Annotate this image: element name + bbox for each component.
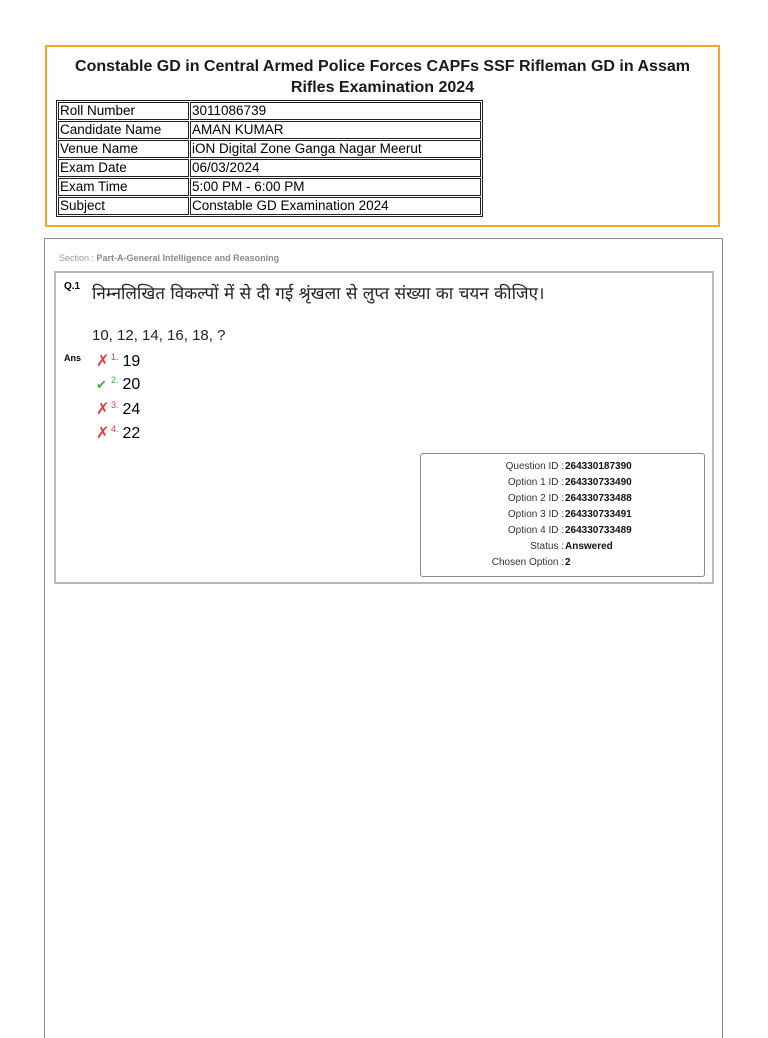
table-row <box>58 121 481 139</box>
meta-question-id <box>421 459 704 475</box>
question-series: 10, 12, 14, 16, 18, ? <box>92 327 226 344</box>
table-row <box>58 159 481 177</box>
section-prefix: Section : <box>59 253 97 263</box>
subject-value: Constable GD Examination 2024 <box>190 197 481 215</box>
meta-value: 264330733489 <box>565 525 632 536</box>
cross-icon: ✗ <box>96 425 110 442</box>
meta-option-1-id <box>421 475 704 491</box>
cross-icon: ✗ <box>96 353 110 370</box>
check-icon: ✔ <box>96 377 107 392</box>
table-row <box>58 102 481 120</box>
subject-label: Subject <box>58 197 189 215</box>
venue-name-label: Venue Name <box>58 140 189 158</box>
meta-status <box>421 539 704 555</box>
option-value: 24 <box>122 401 141 418</box>
roll-number-label: Roll Number <box>58 102 189 120</box>
candidate-name-value: AMAN KUMAR <box>190 121 481 139</box>
meta-value: 2 <box>565 557 571 568</box>
option-number: 4. <box>111 424 119 434</box>
question-metadata-box <box>420 453 705 577</box>
meta-option-4-id <box>421 523 704 539</box>
exam-title <box>67 56 698 98</box>
meta-option-2-id <box>421 491 704 507</box>
meta-value: 264330733488 <box>565 493 632 504</box>
answer-label: Ans <box>64 353 82 363</box>
meta-value: 264330733490 <box>565 477 632 488</box>
meta-option-3-id <box>421 507 704 523</box>
exam-date-value: 06/03/2024 <box>190 159 481 177</box>
option-value: 22 <box>122 425 141 442</box>
exam-header <box>45 45 720 227</box>
exam-time-value: 5:00 PM - 6:00 PM <box>190 178 481 196</box>
meta-value: 264330733491 <box>565 509 632 520</box>
option-value: 20 <box>122 376 141 393</box>
option-number: 2. <box>111 375 119 385</box>
exam-date-label: Exam Date <box>58 159 189 177</box>
exam-title-line1: Constable GD in Central Armed Police Forces CAPFs SSF Rifleman GD in Assam <box>75 58 690 75</box>
option-4 <box>96 423 140 443</box>
meta-chosen-option <box>421 555 704 571</box>
option-number: 1. <box>111 352 119 362</box>
meta-value: Answered <box>565 541 613 552</box>
meta-key: Option 4 ID : <box>507 525 564 536</box>
cross-icon: ✗ <box>96 401 110 418</box>
exam-title-line2: Rifles Examination 2024 <box>290 79 475 96</box>
venue-name-value: iON Digital Zone Ganga Nagar Meerut <box>190 140 481 158</box>
section-name: Part-A-General Intelligence and Reasoning <box>96 253 280 263</box>
table-row <box>58 178 481 196</box>
section-label <box>59 253 279 263</box>
question-card <box>54 271 714 584</box>
meta-key: Option 3 ID : <box>507 509 564 520</box>
question-number: Q.1 <box>64 281 81 292</box>
roll-number-value: 3011086739 <box>190 102 481 120</box>
table-row <box>58 140 481 158</box>
meta-key: Status : <box>530 541 564 552</box>
meta-key: Option 1 ID : <box>507 477 564 488</box>
candidate-name-label: Candidate Name <box>58 121 189 139</box>
option-number: 3. <box>111 400 119 410</box>
option-value: 19 <box>122 353 141 370</box>
meta-value: 264330187390 <box>565 461 632 472</box>
table-row <box>58 197 481 215</box>
meta-key: Question ID : <box>505 461 564 472</box>
question-text: निम्नलिखित विकल्पों में से दी गई श्रृंखला से लुप्त संख्या का चयन कीजिए। <box>92 284 545 304</box>
option-3 <box>96 399 140 419</box>
question-panel <box>44 238 723 1038</box>
meta-key: Chosen Option : <box>491 557 564 568</box>
meta-key: Option 2 ID : <box>507 493 564 504</box>
option-1 <box>96 351 140 371</box>
option-2 <box>96 375 140 395</box>
exam-time-label: Exam Time <box>58 178 189 196</box>
candidate-info-table <box>56 100 483 217</box>
